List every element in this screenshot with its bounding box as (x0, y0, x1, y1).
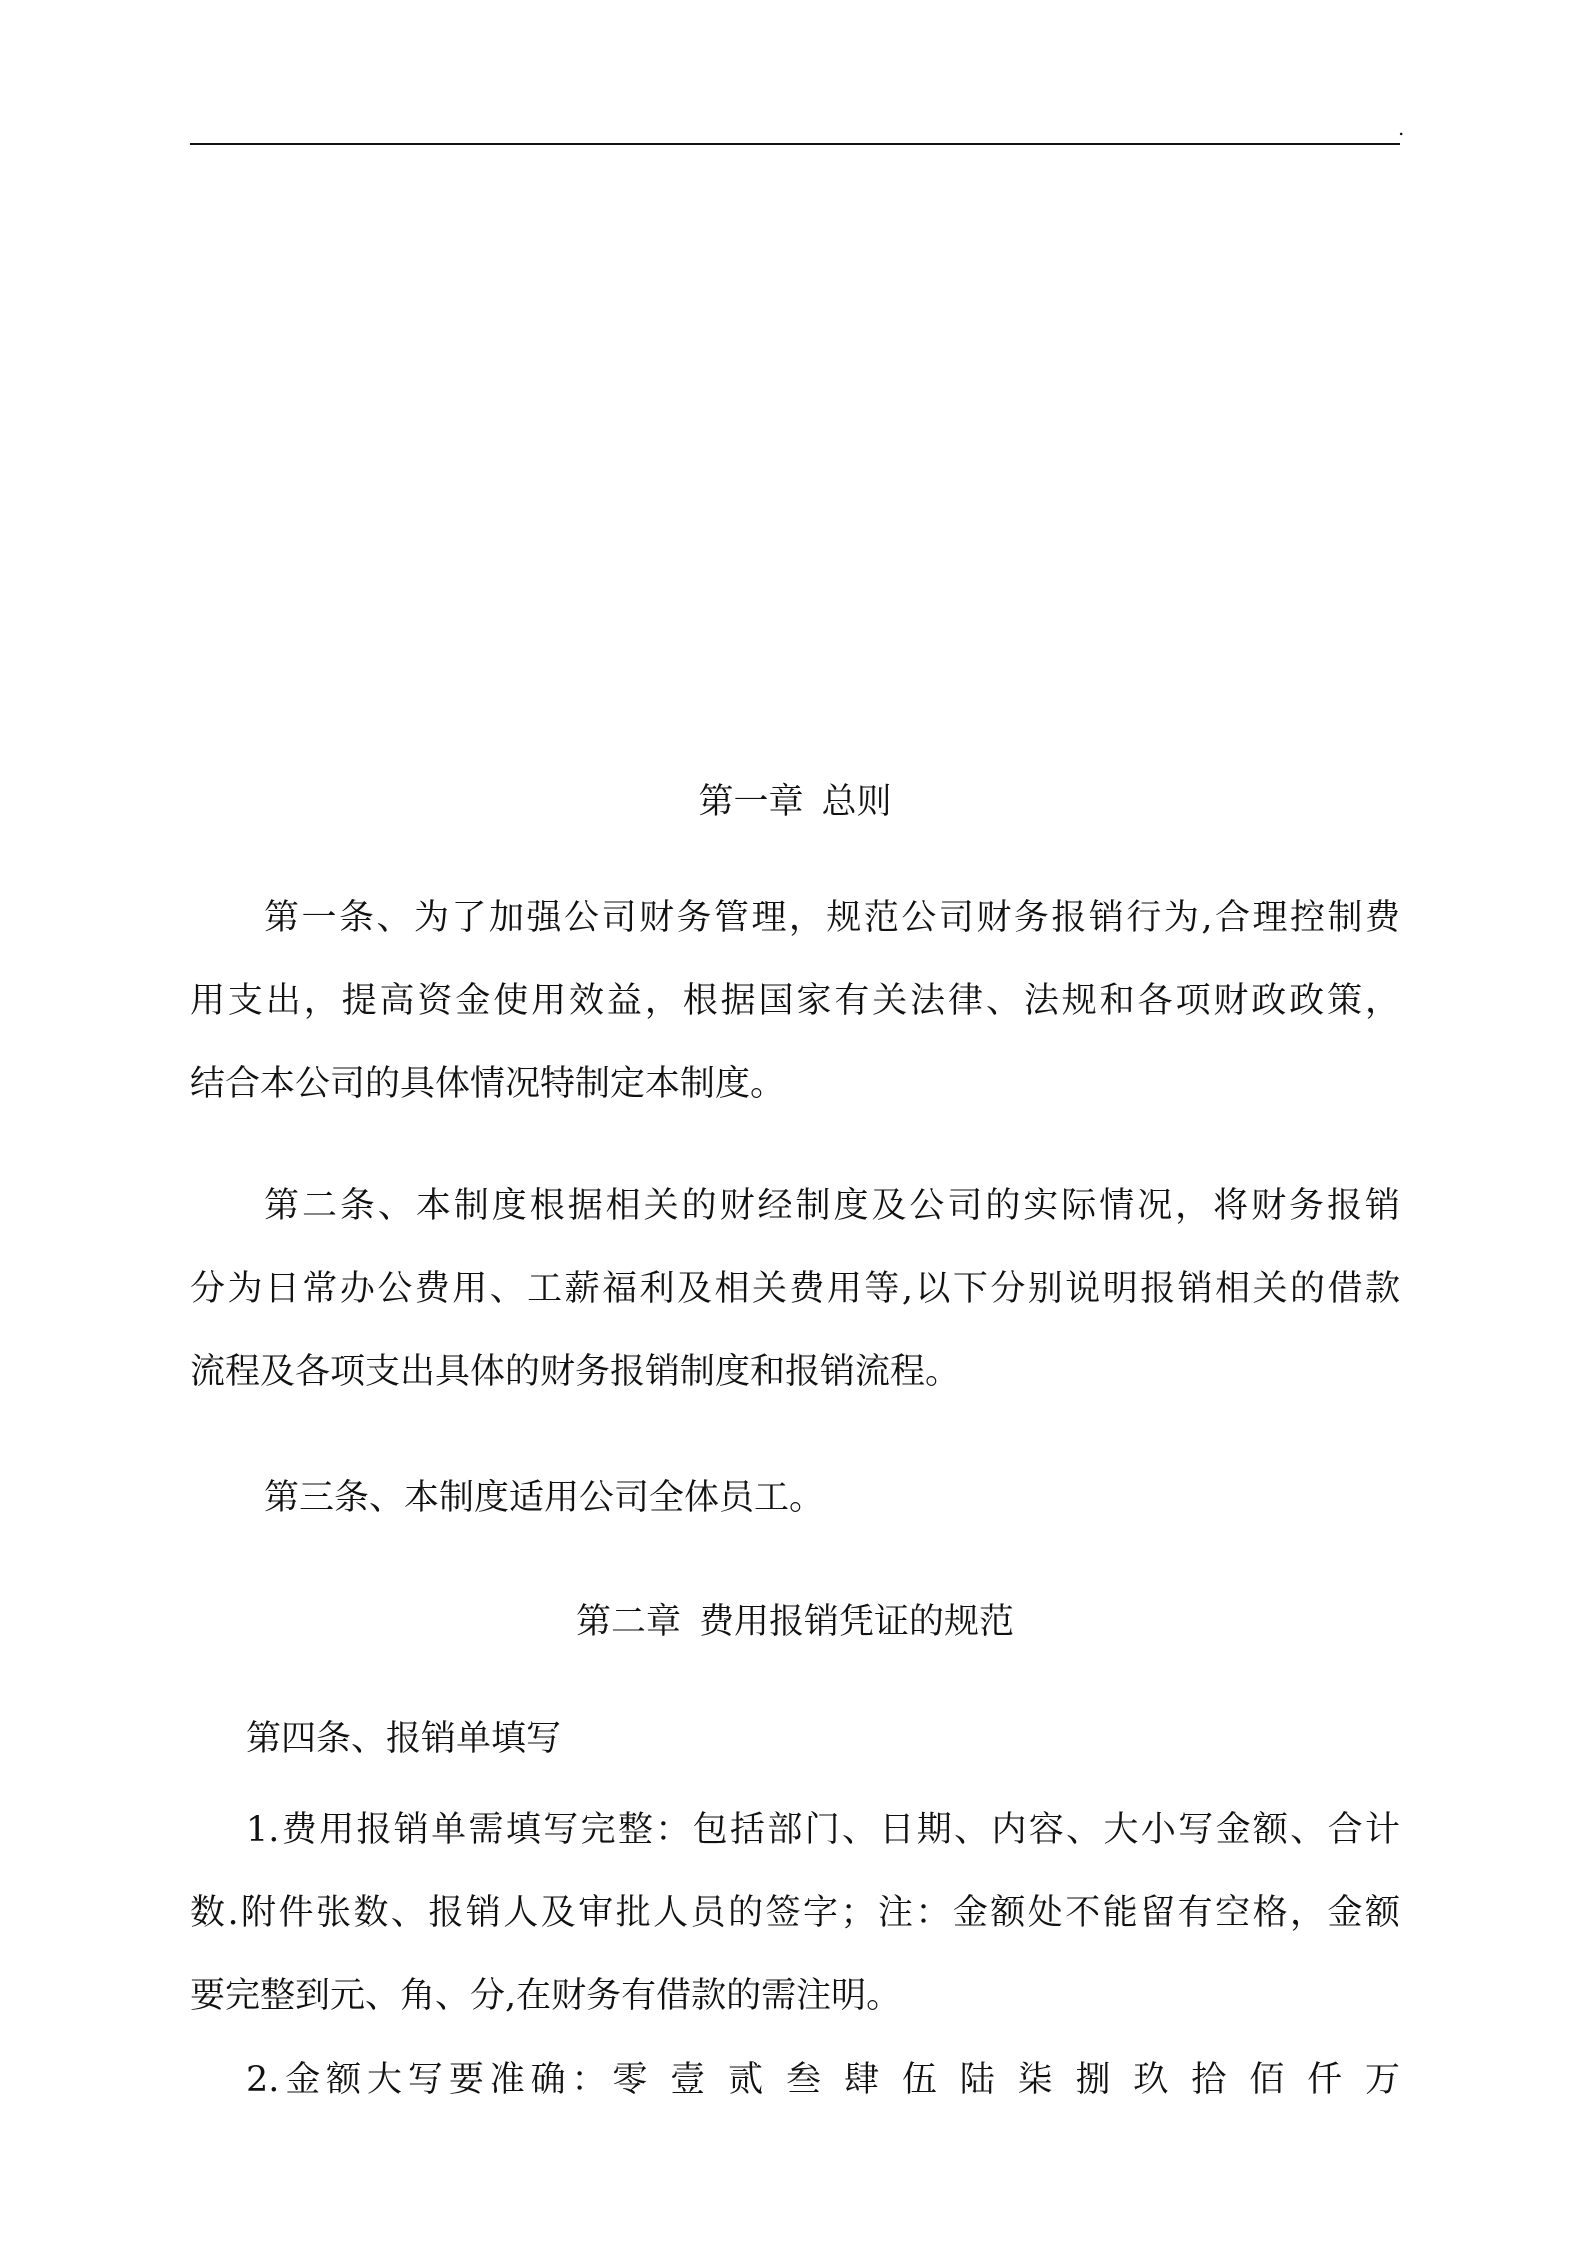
article-2-line-3: 流程及各项支出具体的财务报销制度和报销流程。 (190, 1352, 961, 1392)
article-2-line-2: 分为日常办公费用、工薪福利及相关费用等,以下分别说明报销相关的借款 (190, 1269, 1400, 1309)
article-1-line-1: 第一条、为了加强公司财务管理，规范公司财务报销行为,合理控制费 (264, 898, 1400, 938)
article-4-title-text: 第四条、报销单填写 (246, 1719, 562, 1759)
article-2-line-1: 第二条、本制度根据相关的财经制度及公司的实际情况，将财务报销 (264, 1186, 1400, 1226)
article-4-item-1-line-3: 要完整到元、角、分,在财务有借款的需注明。 (190, 1976, 902, 2016)
article-4-item-1-line-2: 数.附件张数、报销人及审批人员的签字；注：金额处不能留有空格，金额 (190, 1893, 1400, 1933)
chapter-1-heading (190, 782, 1400, 822)
article-3-text: 第三条、本制度适用公司全体员工。 (264, 1478, 825, 1518)
chapter-2-title: 费用报销凭证的规范 (699, 1602, 1015, 1642)
article-1-line-3: 结合本公司的具体情况特制定本制度。 (190, 1064, 786, 1104)
chapter-2-label: 第二章 (575, 1602, 681, 1642)
header-rule (190, 143, 1400, 145)
chapter-1-title: 总则 (821, 782, 892, 822)
header-dot: . (1398, 116, 1405, 140)
chapter-1-label: 第一章 (698, 782, 804, 822)
article-4-item-1-line-1: 1.费用报销单需填写完整：包括部门、日期、内容、大小写金额、合计 (246, 1810, 1400, 1850)
chapter-2-heading (190, 1602, 1400, 1642)
article-1-line-2: 用支出，提高资金使用效益，根据国家有关法律、法规和各项财政政策， (190, 981, 1400, 1021)
article-4-item-2-text: 2.金额大写要准确：零 壹 贰 叁 肆 伍 陆 柒 捌 玖 拾 佰 仟 万 (246, 2060, 1400, 2100)
